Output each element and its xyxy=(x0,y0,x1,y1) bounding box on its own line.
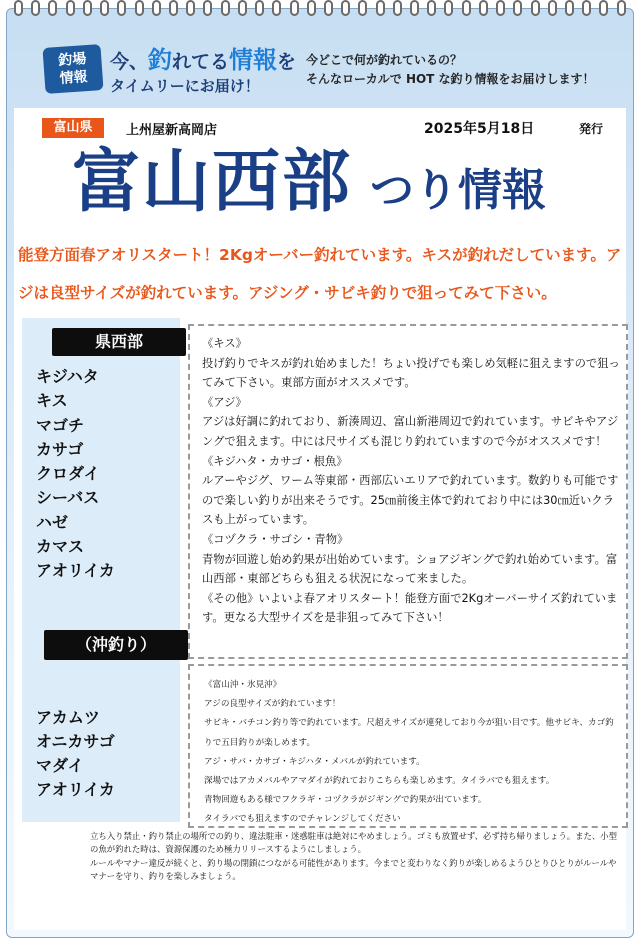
binding-ring xyxy=(255,0,264,16)
binding-ring xyxy=(186,0,195,16)
binding-ring xyxy=(135,0,144,16)
report-line: タイラバでも狙えますのでチャレンジしてください xyxy=(204,814,401,825)
binding-ring xyxy=(358,0,367,16)
binding-ring xyxy=(203,0,212,16)
binding-ring xyxy=(531,0,540,16)
fish-item: マダイ xyxy=(36,756,84,775)
info-badge xyxy=(42,44,103,94)
store-name: 上州屋新高岡店 xyxy=(126,123,218,138)
fish-item: カマス xyxy=(36,537,85,557)
binding-ring xyxy=(617,0,626,16)
catch-suffix: を xyxy=(277,51,297,73)
report-line: 青物が回遊し始め釣果が出始めています。ショアジギングで釣れ始めています。富山西部・東部どちらも狙える状況になって来ました。 xyxy=(202,552,618,586)
notice-paragraph: 立ち入り禁止・釣り禁止の場所での釣り、違法駐車・迷惑駐車は絶対にやめましょう。ゴミも放置せず、必ず持ち帰りましょう。また、小型の魚が釣れた時は、資源保護のため極力リリースするようにしましょう。 xyxy=(90,831,617,855)
fish-item: マゴチ xyxy=(36,415,85,435)
report-line: 《キス》 xyxy=(202,337,247,350)
issue-date: 2025年5月18日 xyxy=(424,121,535,137)
intro-text xyxy=(306,51,626,89)
offshore-heading: （沖釣り） xyxy=(44,630,188,660)
badge-line-2: 情報 xyxy=(59,69,89,87)
west-report xyxy=(202,334,622,628)
catchphrase-line-1 xyxy=(110,40,300,75)
binding-ring xyxy=(324,0,333,16)
binding-ring xyxy=(599,0,608,16)
west-heading: 県西部 xyxy=(52,328,186,356)
spiral-binding xyxy=(14,0,626,16)
binding-ring xyxy=(410,0,419,16)
report-line: 青物回遊もある様でフクラギ・コヅクラがジギングで釣果が出ています。 xyxy=(204,795,487,806)
binding-ring xyxy=(427,0,436,16)
page-title: 富山西部 xyxy=(72,142,353,222)
prefecture-tag: 富山県 xyxy=(42,118,104,138)
fish-item: ハゼ xyxy=(36,512,69,532)
binding-ring xyxy=(48,0,57,16)
binding-ring xyxy=(152,0,161,16)
intro-line-2: そんなローカルで HOT な釣り情報をお届けします！ xyxy=(306,72,595,86)
headline: 能登方面春アオリスタート！2Kgオーバー釣れています。キスが釣れだしています。アジは良型サイズが釣れています。アジング・サビキ釣りで狙ってみて下さい。 xyxy=(18,246,622,302)
catch-accent-1: 釣 xyxy=(148,46,173,74)
notice-paragraph: ルールやマナー違反が続くと、釣り場の閉鎖につながる可能性があります。今までと変わりなく釣りが楽しめるようひとりひとりがルールやマナーを守り、釣りを楽しみましょう。 xyxy=(90,857,617,881)
report-line: 深場ではアカメバルやアマダイが釣れておりこちらも楽しめます。タイラバでも狙えます。 xyxy=(204,776,555,787)
report-line: 《アジ》 xyxy=(202,395,247,409)
binding-ring xyxy=(393,0,402,16)
binding-ring xyxy=(100,0,109,16)
fish-item: クロダイ xyxy=(36,464,100,484)
binding-ring xyxy=(479,0,488,16)
binding-ring xyxy=(117,0,126,16)
binding-ring xyxy=(31,0,40,16)
issued-label: 発行 xyxy=(579,122,604,136)
report-line: 《キジハタ・カサゴ・根魚》 xyxy=(202,454,348,468)
binding-ring xyxy=(462,0,471,16)
report-line: アジの良型サイズが釣れています！ xyxy=(204,699,341,710)
report-line: サビキ・バチコン釣り等で釣れています。尺超えサイズが連発しており今が狙い目です。他サビキ、カゴ釣りで五目釣りが楽しめます。 xyxy=(204,718,614,748)
offshore-report xyxy=(204,676,622,830)
fish-item: シーバス xyxy=(36,488,100,508)
binding-ring xyxy=(14,0,23,16)
report-line: アジ・サバ・カサゴ・キジハタ・メバルが釣れています。 xyxy=(204,756,425,767)
binding-ring xyxy=(341,0,350,16)
badge-line-1: 釣場 xyxy=(57,51,87,69)
fish-item: アオリイカ xyxy=(36,561,115,581)
report-line: アジは好調に釣れており、新湊周辺、富山新港周辺で釣れています。サビキやアジングで狙えます。中には尺サイズも混じり釣れていますので今がオススメです！ xyxy=(202,415,619,448)
binding-ring xyxy=(548,0,557,16)
catchphrase xyxy=(110,40,300,96)
catch-accent-2: 情報 xyxy=(229,46,278,74)
binding-ring xyxy=(290,0,299,16)
binding-ring xyxy=(307,0,316,16)
main-sheet xyxy=(14,108,626,930)
binding-ring xyxy=(83,0,92,16)
report-line: 投げ釣りでキスが釣れ始めました！ちょい投げでも楽しめ気軽に狙えますので狙ってみて下さい。東部方面がオススメです。 xyxy=(202,356,620,390)
binding-ring xyxy=(496,0,505,16)
binding-ring xyxy=(582,0,591,16)
binding-ring xyxy=(565,0,574,16)
binding-ring xyxy=(376,0,385,16)
west-fish-list xyxy=(36,365,115,584)
report-line: 《コヅクラ・サゴシ・青物》 xyxy=(202,532,349,546)
manner-notice xyxy=(90,830,620,883)
catch-prefix: 今、 xyxy=(110,51,149,73)
binding-ring xyxy=(238,0,247,16)
binding-ring xyxy=(444,0,453,16)
report-line: ルアーやジグ、ワーム等東部・西部広いエリアで釣れています。数釣りも可能ですので楽しい釣りが出来そうです。25㎝前後主体で釣れており中には30㎝近いクラスも上がっています。 xyxy=(202,474,619,527)
page-subtitle: つり情報 xyxy=(370,165,546,216)
fish-item: キジハタ xyxy=(36,367,99,386)
binding-ring xyxy=(169,0,178,16)
offshore-fish-list xyxy=(36,706,115,802)
catch-mid: れてる xyxy=(172,51,230,73)
fish-item: カサゴ xyxy=(36,439,84,459)
binding-ring xyxy=(272,0,281,16)
fish-item: オニカサゴ xyxy=(36,732,115,751)
report-line: 《その他》いよいよ春アオリスタート！能登方面で2Kgオーバーサイズ釣れています。更なる大型サイズを是非狙ってみて下さい！ xyxy=(202,591,618,625)
intro-line-1: 今どこで何が釣れているの？ xyxy=(306,53,463,67)
binding-ring xyxy=(66,0,75,16)
fish-item: アカムツ xyxy=(36,708,100,727)
report-line: 《富山沖・氷見沖》 xyxy=(204,680,282,690)
catchphrase-line-2: タイムリーにお届け！ xyxy=(110,77,260,95)
fish-item: キス xyxy=(36,391,68,411)
binding-ring xyxy=(513,0,522,16)
binding-ring xyxy=(221,0,230,16)
fish-item: アオリイカ xyxy=(36,780,115,799)
